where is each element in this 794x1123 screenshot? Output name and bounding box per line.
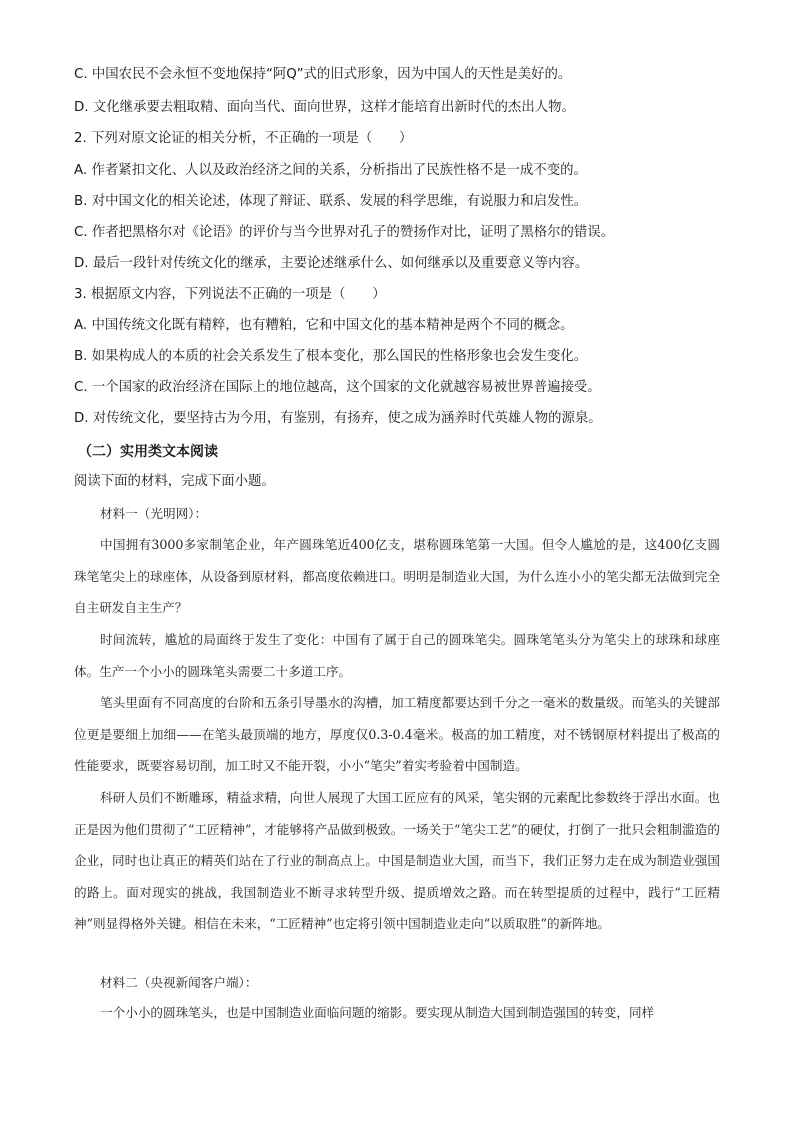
material-1-paragraph-1: 中国拥有3000多家制笔企业，年产圆珠笔近400亿支，堪称圆珠笔第一大国。但令人尴尬的是，这400亿支圆珠笔笔尖上的球座体，从设备到原材料，都高度依赖进口。明明是制造业大国，为什么连小小的笔尖都无法做到完全自主研发自主生产？ bbox=[74, 537, 720, 616]
question-3-option-d: D. 对传统文化，要坚持古为今用，有鉴别，有扬弃，使之成为涵养时代英雄人物的源泉。 bbox=[74, 411, 602, 426]
question-3-stem: 3. 根据原文内容，下列说法不正确的一项是（ ） bbox=[74, 287, 386, 302]
question-1-option-c: C. 中国农民不会永恒不变地保持“阿Q”式的旧式形象，因为中国人的天性是美好的。 bbox=[74, 67, 572, 82]
question-3-option-c: C. 一个国家的政治经济在国际上的地位越高，这个国家的文化就越容易被世界普遍接受。 bbox=[74, 380, 601, 395]
material-1-paragraph-3: 笔头里面有不同高度的台阶和五条引导墨水的沟槽，加工精度都要达到千分之一毫米的数量级。而笔头的关键部位更是要细上加细——在笔头最顶端的地方，厚度仅0.3-0.4毫米。极高的加工精度，对不锈钢原材料提出了极高的性能要求，既要容易切削，加工时又不能开裂，小小“笔尖”着实考验着中国制造。 bbox=[74, 695, 720, 774]
material-1-paragraph-4: 科研人员们不断雕琢，精益求精，向世人展现了大国工匠应有的风采，笔尖钢的元素配比参数终于浮出水面。也正是因为他们贯彻了“工匠精神”，才能够将产品做到极致。一场关于“笔尖工艺”的硬仗，打倒了一批只会粗制滥造的企业，同时也让真正的精英们站在了行业的制高点上。中国是制造业大国，而当下，我们正努力走在成为制造业强国的路上。面对现实的挑战，我国制造业不断寻求转型升级、提质增效之路。而在转型提质的过程中，践行“工匠精神”则显得格外关键。相信在未来，“工匠精神”也定将引领中国制造业走向“以质取胜”的新阵地。 bbox=[74, 790, 720, 932]
material-2-paragraph-1: 一个小小的圆珠笔头，也是中国制造业面临问题的缩影。要实现从制造大国到制造强国的转变，同样 bbox=[100, 1005, 655, 1020]
section-instruction: 阅读下面的材料，完成下面小题。 bbox=[74, 474, 275, 489]
question-2-option-b: B. 对中国文化的相关论述，体现了辩证、联系、发展的科学思维，有说服力和启发性。 bbox=[74, 194, 588, 209]
question-2-stem: 2. 下列对原文论证的相关分析，不正确的一项是（ ） bbox=[74, 131, 413, 146]
material-2-label: 材料二（央视新闻客户端）： bbox=[100, 975, 258, 990]
material-1-paragraph-2: 时间流转，尴尬的局面终于发生了变化：中国有了属于自己的圆珠笔尖。圆珠笔笔头分为笔尖上的球珠和球座体。生产一个小小的圆珠笔头需要二十多道工序。 bbox=[74, 632, 720, 679]
section-heading: （二）实用类文本阅读 bbox=[78, 444, 218, 460]
material-1-label: 材料一（光明网）： bbox=[100, 506, 208, 521]
question-2-option-a: A. 作者紧扣文化、人以及政治经济之间的关系，分析指出了民族性格不是一成不变的。 bbox=[74, 163, 587, 178]
question-3-option-a: A. 中国传统文化既有精粹，也有糟粕，它和中国文化的基本精神是两个不同的概念。 bbox=[74, 318, 574, 333]
question-1-option-d: D. 文化继承要去粗取精、面向当代、面向世界，这样才能培育出新时代的杰出人物。 bbox=[74, 100, 575, 115]
question-2-option-c: C. 作者把黑格尔对《论语》的评价与当今世界对孔子的赞扬作对比，证明了黑格尔的错误。 bbox=[74, 225, 615, 240]
question-3-option-b: B. 如果构成人的本质的社会关系发生了根本变化，那么国民的性格形象也会发生变化。 bbox=[74, 349, 588, 364]
question-2-option-d: D. 最后一段针对传统文化的继承，主要论述继承什么、如何继承以及重要意义等内容。 bbox=[74, 256, 589, 271]
